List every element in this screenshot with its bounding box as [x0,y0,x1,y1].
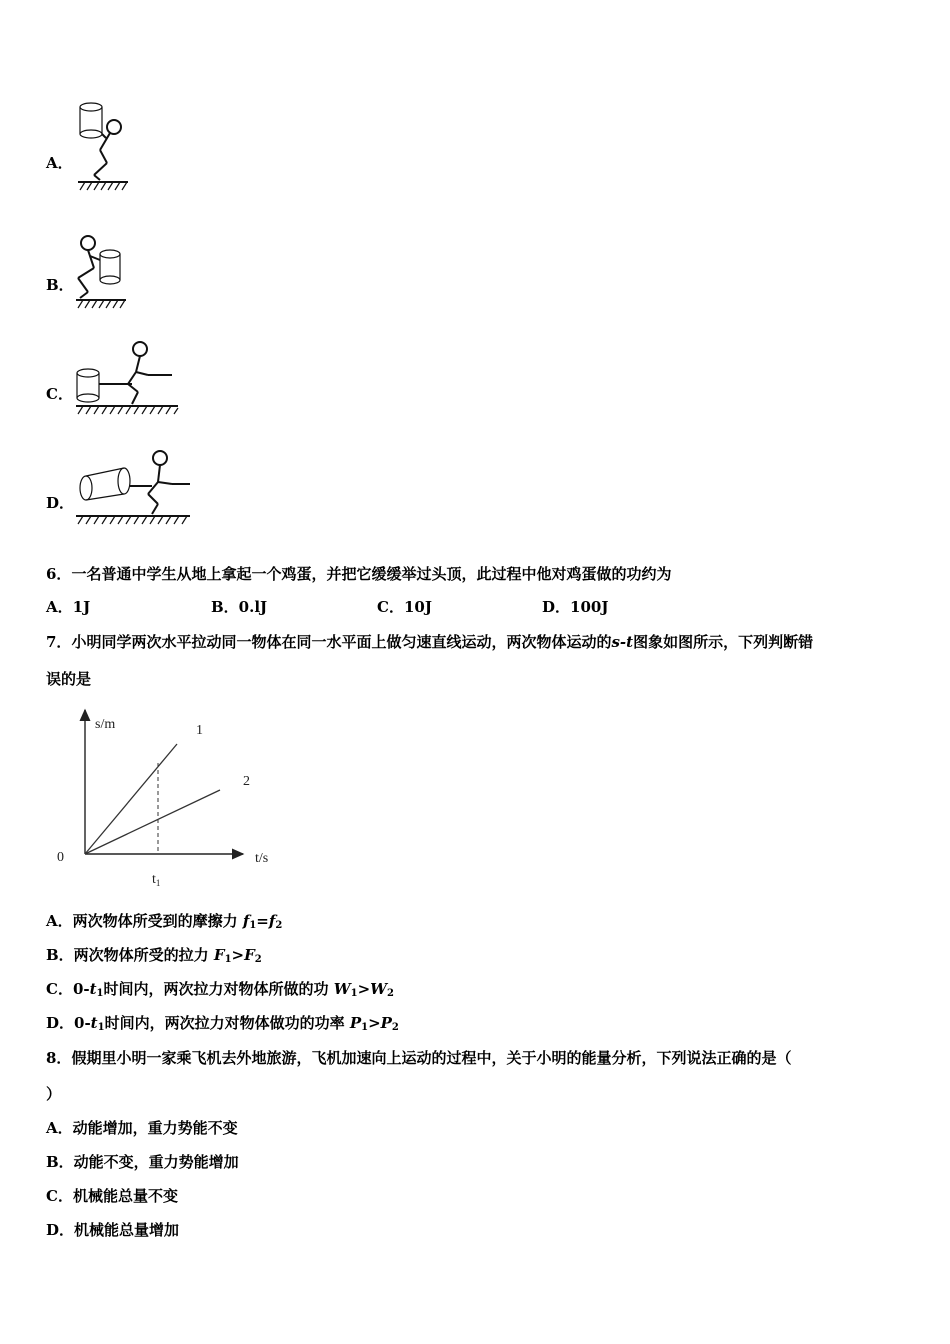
q8-option-a: A．动能增加，重力势能不变 [46,1119,238,1137]
q6-option-c: C．10J [377,598,432,616]
q5-option-d-label: D． [46,494,75,512]
q5-figure-c [74,340,184,420]
q8-option-b: B．动能不变，重力势能增加 [46,1153,239,1171]
q7-option-c: C．$0-t_1$时间内，两次拉力对物体所做的功 $W_1>W_2$ [46,980,394,999]
line-2-label: 2 [243,774,250,789]
q7-option-d: D．$0-t_1$时间内，两次拉力对物体做功的功率 $P_1>P_2$ [46,1014,399,1033]
q8-number: 8． [46,1049,72,1067]
q5-option-c-label: C． [46,385,73,403]
q7-option-a: A．两次物体所受到的摩擦力 $f_1=f_2$ [46,912,283,931]
q6-stem-text: 一名普通中学生从地上拿起一个鸡蛋，并把它缓缓举过头顶，此过程中他对鸡蛋做的功约为 [71,565,672,583]
q6-option-b: B．0.lJ [211,598,268,616]
q7-stem-after: 图象如图所示，下列判断错 [633,633,814,651]
q5-figure-a [76,100,136,195]
q7-stem-before: 小明同学两次水平拉动同一物体在同一水平面上做匀速直线运动，两次物体运动的 [71,633,612,651]
q7-stem-line2: 误的是 [46,670,92,688]
y-axis-label: s/m [95,717,116,732]
q6-number: 6． [46,565,72,583]
q5-option-b-label: B． [46,276,74,294]
t1-label: $t_1$ [152,872,161,888]
q8-stem-text: 假期里小明一家乘飞机去外地旅游，飞机加速向上运动的过程中，关于小明的能量分析，下列说法正确的是（ [71,1049,792,1067]
q8-option-c: C．机械能总量不变 [46,1187,178,1205]
q5-figure-d [74,448,194,528]
q8-stem [46,1047,791,1068]
q6-option-d: D．100J [542,598,609,616]
graph-line-2 [85,790,220,854]
q7-stem [46,631,813,652]
q7-stem-var: s-t [611,633,634,651]
origin-label: 0 [57,850,64,865]
x-axis-label: t/s [255,851,269,866]
q7-option-b: B．两次物体所受的拉力 $F_1>F_2$ [46,946,262,965]
q5-option-a-label: A． [46,154,73,172]
line-1-label: 1 [196,723,203,738]
q8-option-d: D．机械能总量增加 [46,1221,180,1239]
q7-number: 7． [46,633,72,651]
graph-line-1 [85,744,177,854]
q8-stem-line2: ） [46,1085,62,1103]
q5-figure-b [72,234,132,314]
q6-stem [46,563,671,584]
q7-st-graph [50,700,290,900]
q6-option-a: A．1J [46,598,91,616]
